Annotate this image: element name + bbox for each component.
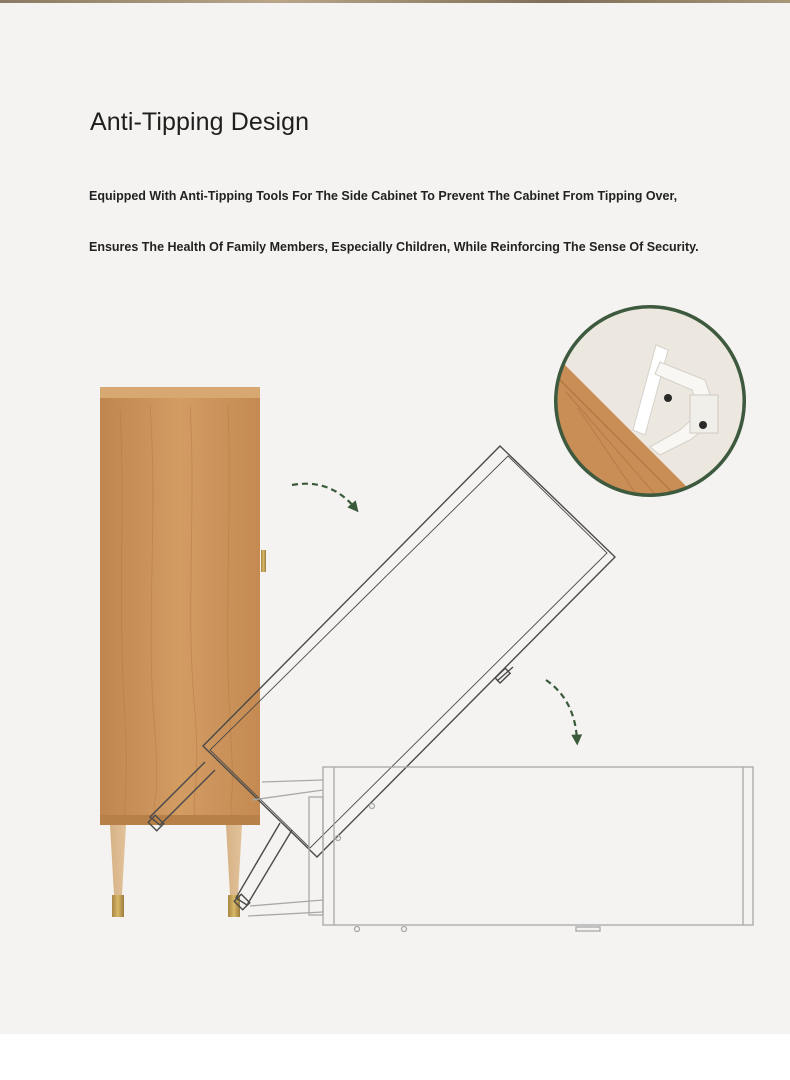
page-title: Anti-Tipping Design xyxy=(90,108,310,136)
curved-arrow-down-right-icon xyxy=(292,484,355,508)
anti-tipping-closeup xyxy=(550,300,750,500)
bottom-band xyxy=(0,1034,790,1080)
wooden-cabinet xyxy=(100,387,266,917)
description-line-1: Equipped With Anti-Tipping Tools For The Side Cabinet To Prevent The Cabinet From Tipping Over, xyxy=(89,189,678,203)
curved-arrow-down-icon xyxy=(546,680,577,740)
screw-icon xyxy=(699,421,707,429)
description-line-2: Ensures The Health Of Family Members, Especially Children, While Reinforcing The Sense Of Security. xyxy=(89,240,699,254)
cabinet-leg xyxy=(110,825,126,895)
screw-icon xyxy=(664,394,672,402)
cabinet-leg xyxy=(226,825,242,895)
cabinet-handle xyxy=(261,550,266,572)
